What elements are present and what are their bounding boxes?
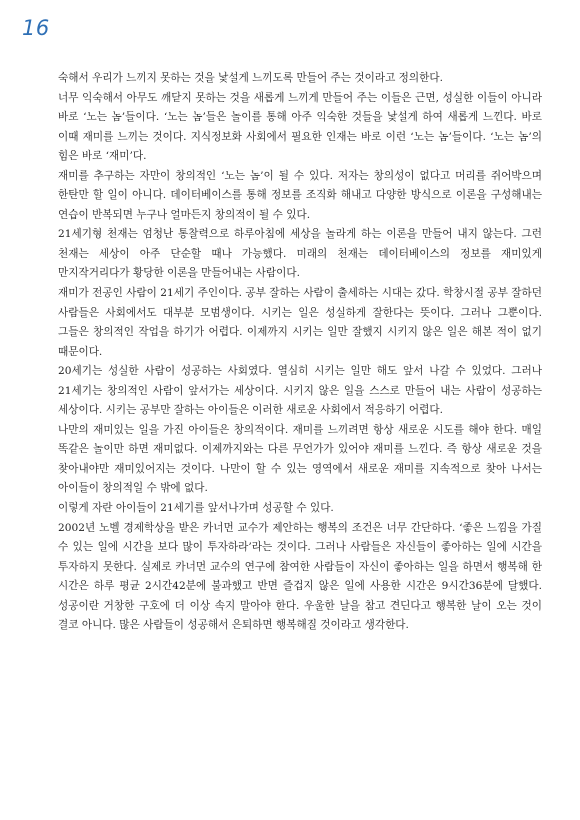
paragraph: 20세기는 성실한 사람이 성공하는 사회였다. 열심히 시키는 일만 해도 앞서 나갈 수 있었다. 그러나 21세기는 창의적인 사람이 앞서가는 세상이다. 시키지 않은 일을 스스로 만들어 내는 사람이 성공하는 세상이다. 시키는 공부만 잘하는 아이들은 이러한 새로운 사회에서 적응하기 어렵다.	[58, 365, 542, 417]
paragraph: 2002년 노벨 경제학상을 받은 카너먼 교수가 제안하는 행복의 조건은 너무 간단하다. ‘좋은 느낌을 가질 수 있는 일에 시간을 보다 많이 투자하라’라는 것이다. 그러나 사람들은 자신들이 좋아하는 일에 시간을 투자하지 못한다. 실제로 카너먼 교수의 연구에 참여한 사람들이 자신이 좋아하는 일을 하면서 행복해 한 시간은 하루 평균 2시간42분에 불과했고 반면 즐겁지 않은 일에 사용한 시간은 9시간36분에 달했다. 성공이란 거창한 구호에 더 이상 속지 말아야 한다. 우울한 날을 참고 견딘다고 행복한 날이 오는 것이 결코 아니다. 많은 사람들이 성공해서 은퇴하면 행복해질 것이라고 생각한다.	[58, 521, 542, 632]
paragraph: 너무 익숙해서 아무도 깨닫지 못하는 것을 새롭게 느끼게 만들어 주는 이들은 근면, 성실한 이들이 아니라 바로 ‘노는 놈’들이다. ‘노는 놈’들은 놀이를 통해 아주 익숙한 것들을 낯설게 하여 새롭게 느낀다. 바로 이때 재미를 느끼는 것이다. 지식정보화 사회에서 필요한 인재는 바로 이런 ‘노는 놈’들이다. ‘노는 놈’의 힘은 바로 ‘재미’다.	[58, 91, 542, 163]
paragraph: 21세기형 천재는 엄청난 통찰력으로 하루아침에 세상을 놀라게 하는 이론을 만들어 내지 않는다. 그런 천재는 세상이 아주 단순할 때나 가능했다. 미래의 천재는 데이터베이스의 정보를 재미있게 만지작거리다가 황당한 이론을 만들어내는 사람이다.	[58, 228, 542, 280]
body-text	[58, 69, 542, 636]
paragraph: 재미가 전공인 사람이 21세기 주인이다. 공부 잘하는 사람이 출세하는 시대는 갔다. 학창시절 공부 잘하던 사람들은 사회에서도 대부분 모범생이다. 시키는 일은 성실하게 잘한다는 뜻이다. 그러나 그뿐이다. 그들은 창의적인 작업을 하기가 어렵다. 이제까지 시키는 일만 잘했지 시키지 않은 일은 해본 적이 없기 때문이다.	[58, 287, 542, 358]
paragraph: 나만의 재미있는 일을 가진 아이들은 창의적이다. 재미를 느끼려면 항상 새로운 시도를 해야 한다. 매일 똑같은 놀이만 하면 재미없다. 이제까지와는 다른 무언가가 있어야 재미를 느낀다. 즉 항상 새로운 것을 찾아내야만 재미있어지는 것이다. 나만이 할 수 있는 영역에서 새로운 재미를 지속적으로 찾아 나서는 아이들이 창의적일 수 밖에 없다.	[58, 423, 542, 495]
paragraph: 이렇게 자란 아이들이 21세기를 앞서나가며 성공할 수 있다.	[58, 502, 334, 515]
paragraph: 숙해서 우리가 느끼지 못하는 것을 낯설게 느끼도록 만들어 주는 것이라고 정의한다.	[58, 72, 443, 84]
page-number: 16	[22, 16, 50, 40]
paragraph: 재미를 추구하는 자만이 창의적인 ‘노는 놈’이 될 수 있다. 저자는 창의성이 없다고 머리를 쥐어박으며 한탄만 할 일이 아니다. 데이터베이스를 통해 정보를 조직화 해내고 다양한 방식으로 이론을 구성해내는 연습이 반복되면 누구나 얼마든지 창의적이 될 수 있다.	[58, 169, 542, 221]
